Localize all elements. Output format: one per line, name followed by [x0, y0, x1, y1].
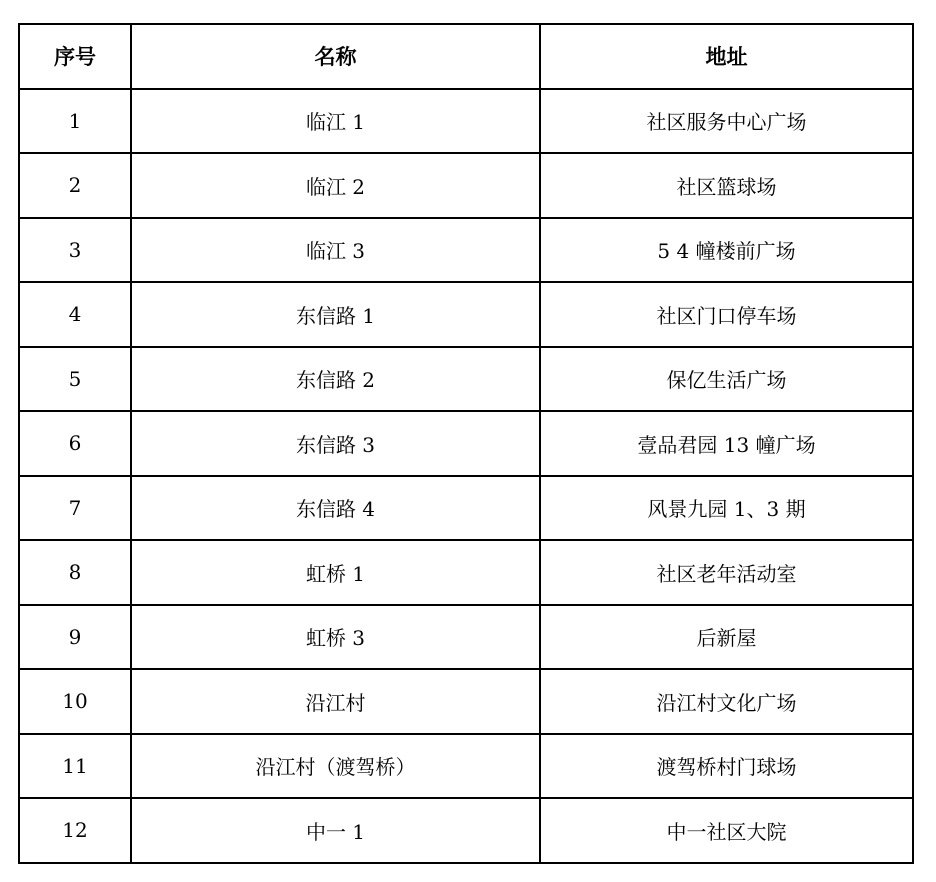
- header-name: 名称: [131, 24, 540, 89]
- table-row: [19, 89, 913, 154]
- table-row: [19, 218, 913, 283]
- cell-address: 后新屋: [540, 605, 913, 670]
- cell-name: 临江 3: [131, 218, 540, 283]
- cell-name: 沿江村（渡驾桥）: [131, 734, 540, 799]
- cell-name: 东信路 1: [131, 282, 540, 347]
- cell-name: 虹桥 1: [131, 540, 540, 605]
- cell-address: 沿江村文化广场: [540, 669, 913, 734]
- cell-address: 社区服务中心广场: [540, 89, 913, 154]
- table-row: [19, 798, 913, 863]
- cell-name: 中一 1: [131, 798, 540, 863]
- cell-serial-number: 1: [19, 89, 131, 154]
- cell-name: 沿江村: [131, 669, 540, 734]
- table-row: [19, 282, 913, 347]
- cell-address: 风景九园 1、3 期: [540, 476, 913, 541]
- table-row: [19, 669, 913, 734]
- header-serial-number: 序号: [19, 24, 131, 89]
- table-row: [19, 347, 913, 412]
- table-row: [19, 734, 913, 799]
- table-row: [19, 605, 913, 670]
- cell-serial-number: 10: [19, 669, 131, 734]
- cell-name: 临江 2: [131, 153, 540, 218]
- cell-serial-number: 2: [19, 153, 131, 218]
- cell-serial-number: 9: [19, 605, 131, 670]
- table-header-row: [19, 24, 913, 89]
- cell-address: 社区门口停车场: [540, 282, 913, 347]
- cell-address: 渡驾桥村门球场: [540, 734, 913, 799]
- location-table: [18, 23, 914, 864]
- cell-name: 东信路 3: [131, 411, 540, 476]
- table-row: [19, 411, 913, 476]
- cell-serial-number: 12: [19, 798, 131, 863]
- cell-address: 社区老年活动室: [540, 540, 913, 605]
- cell-address: 中一社区大院: [540, 798, 913, 863]
- cell-serial-number: 8: [19, 540, 131, 605]
- cell-address: 壹品君园 13 幢广场: [540, 411, 913, 476]
- cell-serial-number: 11: [19, 734, 131, 799]
- header-address: 地址: [540, 24, 913, 89]
- cell-serial-number: 5: [19, 347, 131, 412]
- table-row: [19, 540, 913, 605]
- cell-address: 保亿生活广场: [540, 347, 913, 412]
- cell-name: 东信路 4: [131, 476, 540, 541]
- table-row: [19, 153, 913, 218]
- cell-address: 社区篮球场: [540, 153, 913, 218]
- cell-address: 5 4 幢楼前广场: [540, 218, 913, 283]
- cell-serial-number: 6: [19, 411, 131, 476]
- cell-serial-number: 4: [19, 282, 131, 347]
- cell-name: 临江 1: [131, 89, 540, 154]
- cell-name: 东信路 2: [131, 347, 540, 412]
- document-table-container: [18, 23, 914, 864]
- cell-serial-number: 7: [19, 476, 131, 541]
- table-row: [19, 476, 913, 541]
- cell-name: 虹桥 3: [131, 605, 540, 670]
- cell-serial-number: 3: [19, 218, 131, 283]
